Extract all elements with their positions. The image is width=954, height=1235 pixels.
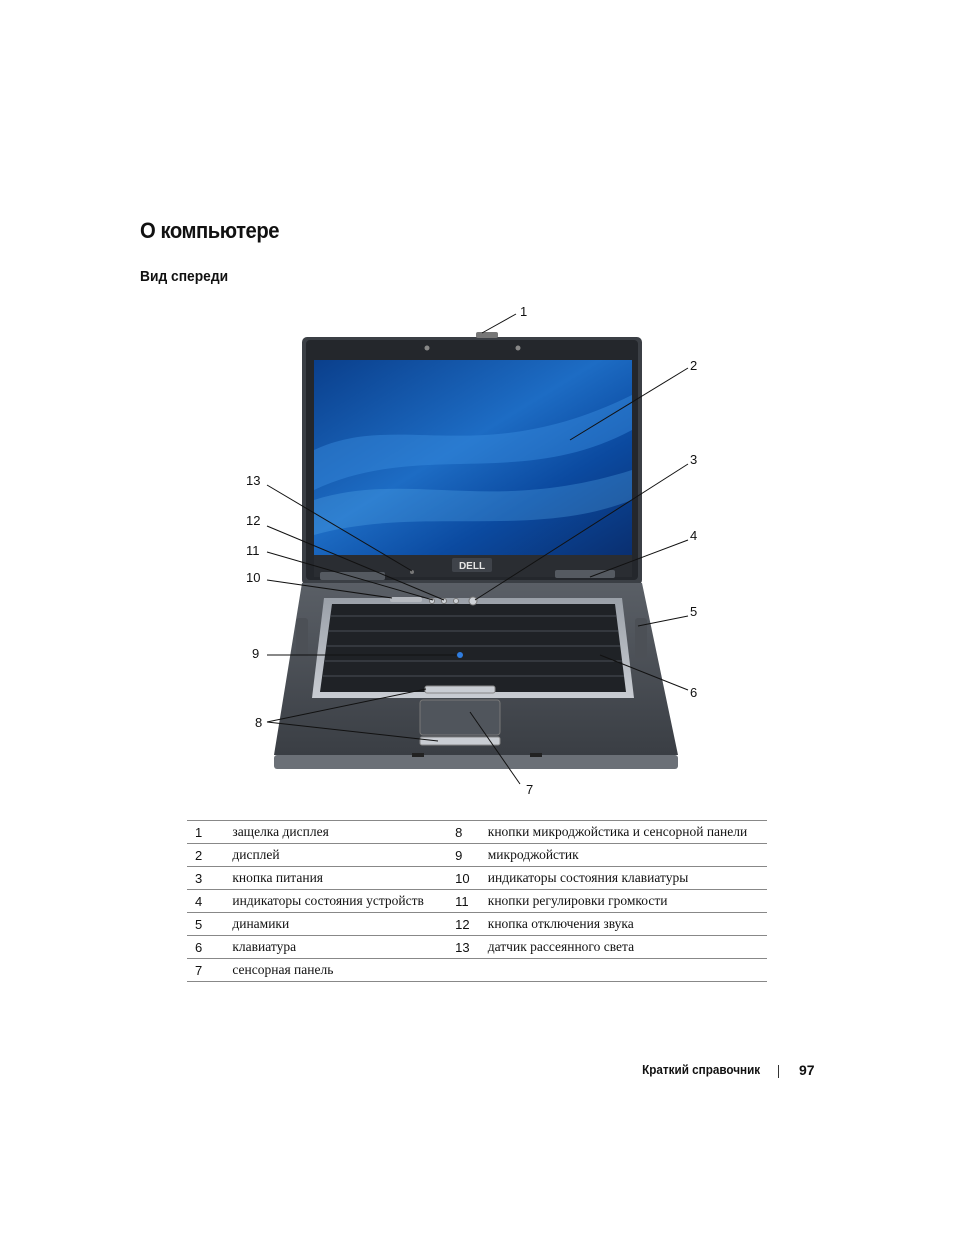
power-button [469, 597, 477, 605]
legend-text: кнопки микроджойстика и сенсорной панели [488, 821, 767, 844]
pointing-stick [457, 652, 463, 658]
callout-11: 11 [246, 543, 260, 558]
callout-6: 6 [690, 685, 698, 700]
table-row [187, 867, 767, 890]
display-latch [476, 332, 498, 338]
speaker-right [635, 618, 647, 658]
legend-num: 2 [187, 844, 232, 867]
legend-text: клавиатура [232, 936, 455, 959]
callout-10: 10 [246, 570, 261, 585]
legend-num: 7 [187, 959, 232, 982]
legend-num: 12 [455, 913, 488, 936]
page-footer [0, 1062, 954, 1082]
legend-num: 9 [455, 844, 488, 867]
laptop-front-view-figure [230, 300, 710, 805]
legend-text: защелка дисплея [232, 821, 455, 844]
table-row [187, 844, 767, 867]
callout-3: 3 [690, 452, 698, 467]
footer-separator [778, 1065, 779, 1078]
legend-num: 6 [187, 936, 232, 959]
page-heading: О компьютере [140, 218, 280, 243]
display-lid [302, 332, 642, 585]
legend-num [455, 959, 488, 982]
callout-5: 5 [690, 604, 698, 619]
legend-text: кнопка отключения звука [488, 913, 767, 936]
legend-num: 8 [455, 821, 488, 844]
callout-12: 12 [246, 513, 261, 528]
legend-num: 13 [455, 936, 488, 959]
legend-num: 3 [187, 867, 232, 890]
legend-num: 5 [187, 913, 232, 936]
callout-legend-table [187, 820, 767, 982]
table-row [187, 913, 767, 936]
legend-text: кнопка питания [232, 867, 455, 890]
footer-title: Краткий справочник [641, 1062, 760, 1077]
dell-logo: DELL [458, 561, 486, 572]
speaker-left [296, 618, 308, 658]
legend-text: датчик рассеянного света [488, 936, 767, 959]
callout-1: 1 [520, 304, 528, 319]
legend-text: микроджойстик [488, 844, 767, 867]
touchpad [420, 700, 500, 735]
legend-text: индикаторы состояния устройств [232, 890, 455, 913]
table-row [187, 936, 767, 959]
callout-7: 7 [526, 782, 534, 797]
legend-text: сенсорная панель [232, 959, 455, 982]
callout-8: 8 [255, 715, 263, 730]
pointing-stick-buttons [425, 686, 495, 693]
legend-num: 10 [455, 867, 488, 890]
legend-text [488, 959, 767, 982]
callout-13: 13 [246, 473, 261, 488]
legend-text: дисплей [232, 844, 455, 867]
legend-text: кнопки регулировки громкости [488, 890, 767, 913]
legend-num: 11 [455, 890, 488, 913]
callout-4: 4 [690, 528, 698, 543]
legend-text: динамики [232, 913, 455, 936]
keyboard [320, 604, 626, 692]
table-row [187, 959, 767, 982]
table-row [187, 890, 767, 913]
section-heading: Вид спереди [140, 268, 229, 285]
table-row [187, 821, 767, 844]
legend-num: 4 [187, 890, 232, 913]
legend-text: индикаторы состояния клавиатуры [488, 867, 767, 890]
page-number: 97 [799, 1062, 815, 1078]
legend-num: 1 [187, 821, 232, 844]
callout-2: 2 [690, 358, 698, 373]
callout-9: 9 [252, 646, 260, 661]
